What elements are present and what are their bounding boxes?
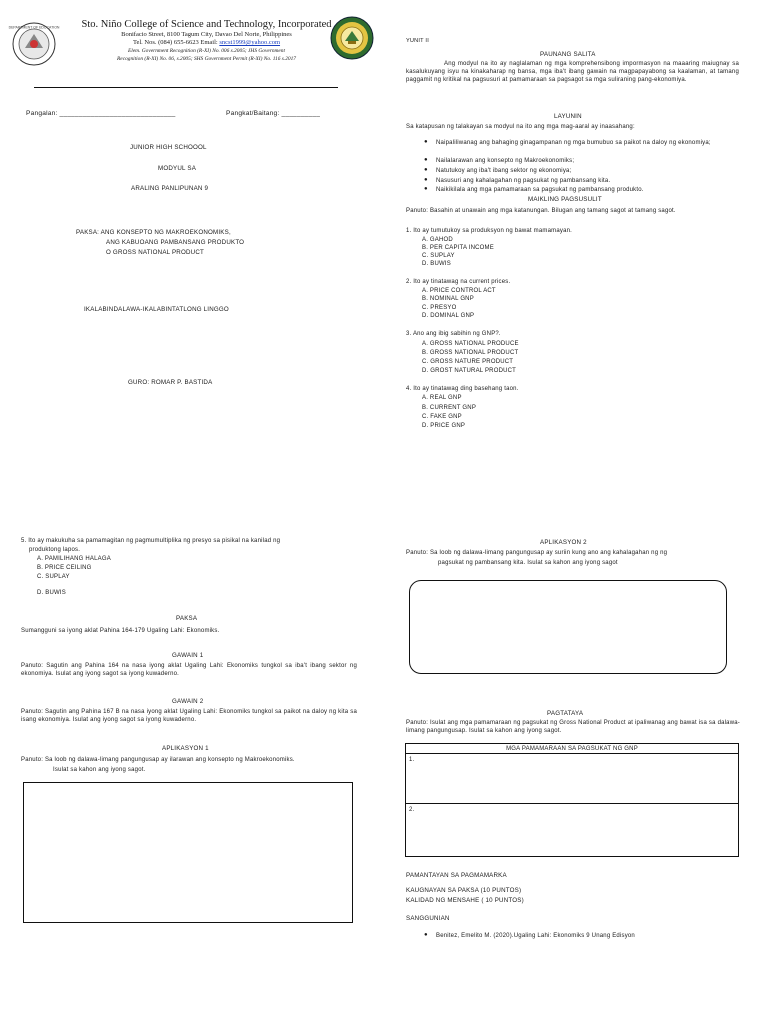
layunin-item: Nasusuri ang kahalagahan ng pagsukat ng pambansang kita. [436,178,611,184]
q3-option-a[interactable]: A. GROSS NATIONAL PRODUCE [422,341,519,347]
layunin-item: Naipaliliwanag ang bahaging ginagampanan ng mga bumubuo sa paikot na daloy ng ekonomiya; [436,140,711,146]
pagtataya-text: Panuto: Isulat ang mga pamamaraan ng pagsukat ng Gross National Product at ipaliwanag ang bawat isa sa dalawa-limang pangungusap. Isulat sa kahon ang iyong sagot. [406,720,740,734]
table-row-1-label: 1. [409,757,415,763]
contact-prefix: Tel. Nos. (084) 655-6623 Email: [132,39,220,46]
q3-option-b[interactable]: B. GROSS NATIONAL PRODUCT [422,350,519,356]
level-title: JUNIOR HIGH SCHOOOL [130,144,207,151]
layunin-heading: LAYUNIN [554,113,582,120]
paksa-heading: PAKSA [176,615,198,622]
sanggunian-item: Benitez, Emelito M. (2020).Ugaling Lahi: Ekonomiks 9 Unang Edisyon [436,933,635,939]
svg-text:DEPARTMENT OF EDUCATION: DEPARTMENT OF EDUCATION [8,25,60,30]
q3-option-c[interactable]: C. GROSS NATURE PRODUCT [422,359,514,365]
table-row-1-answer[interactable] [406,754,738,802]
question-1: 1. Ito ay tumutukoy sa produksyon ng bawat mamamayan. [406,228,573,234]
bullet-icon: ● [424,167,428,173]
table-row-2-label: 2. [409,807,415,813]
q4-option-d[interactable]: D. PRICE GNP [422,423,466,429]
q3-option-d[interactable]: D. GROST NATURAL PRODUCT [422,368,517,374]
email-link[interactable]: sncst1999@yahoo.com [219,39,281,46]
weeks-title: IKALABINDALAWA-IKALABINTATLONG LINGGO [84,306,229,313]
school-contact [40,39,373,47]
school-address: Bonifacio Street, 8100 Tagum City, Davao Del Norte, Philippines [121,31,292,38]
question-4: 4. Ito ay tinatawag ding basehang taon. [406,386,519,392]
aplikasyon1-text-2: Isulat sa kahon ang iyong sagot. [53,767,146,773]
aplikasyon1-text-1: Panuto: Sa loob ng dalawa-limang pangungusap ay ilarawan ang konsepto ng Makroekonomiks. [21,757,295,763]
pamantayan-item-2: KALIDAD NG MENSAHE ( 10 PUNTOS) [406,897,524,904]
maikling-panuto: Panuto: Basahin at unawain ang mga katanungan. Bilugan ang tamang sagot at tamang sagot. [406,208,676,214]
recognition-line-1: Elem. Government Recognition (R-XI) No. 006 s.2005; JHS Government [127,48,286,54]
table-header: MGA PAMAMARAAN SA PAGSUKAT NG GNP [506,746,638,752]
aplikasyon2-text-1: Panuto: Sa loob ng dalawa-limang pangungusap ay suriin kung ano ang kahalagahan ng ng [406,550,668,556]
q2-option-b[interactable]: B. NOMINAL GNP [422,296,474,302]
paksa-line-3: O GROSS NATIONAL PRODUCT [106,249,204,256]
q2-option-d[interactable]: D. DOMINAL GNP [422,313,475,319]
maikling-heading: MAIKLING PAGSUSULIT [528,196,602,203]
pagtataya-heading: PAGTATAYA [547,710,584,717]
q1-option-b[interactable]: B. PER CAPITA INCOME [422,245,494,251]
layunin-item: Natutukoy ang iba't ibang sektor ng ekonomiya; [436,168,572,174]
q5-text-1: 5. Ito ay makukuha sa pamamagitan ng pagmumultiplika ng presyo sa pisikal na kanilad ng [21,538,281,544]
table-row-2-answer[interactable] [406,804,738,856]
aplikasyon2-heading: APLIKASYON 2 [540,539,587,546]
aplikasyon2-answer-box[interactable] [409,580,727,674]
question-2: 2. Ito ay tinatawag na current prices. [406,279,511,285]
pangkat-field[interactable]: Pangkat/Baitang: __________ [226,110,321,117]
pamantayan-item-1: KAUGNAYAN SA PAKSA (10 PUNTOS) [406,887,522,894]
q5-text-2: produktong lapos. [29,547,81,553]
paunang-heading: PAUNANG SALITA [540,51,596,58]
q2-option-c[interactable]: C. PRESYO [422,305,457,311]
paunang-text: Ang modyul na ito ay naglalaman ng mga komprehensibong impormasyon na maaaring maiugnay sa kasalukuyang isyu na kinakaharap ng bansa, mga iba't ibang gawain na magpapayabong sa kaalaman, at tamang paggamit ng kritikal na pagsusuri at pamamaraan sa pagsagot sa mga suliraning pang-ekonomiya. [406,61,739,83]
subject-title: ARALING PANLIPUNAN 9 [131,185,209,192]
bullet-icon: ● [424,139,428,145]
q4-option-c[interactable]: C. FAKE GNP [422,414,462,420]
paksa-line-1: PAKSA: ANG KONSEPTO NG MAKROEKONOMIKS, [76,229,231,236]
layunin-intro: Sa katapusan ng talakayan sa modyul na ito ang mga mag-aaral ay inaasahang: [406,124,635,130]
bullet-icon: ● [424,177,428,183]
guro-name: GURO: ROMAR P. BASTIDA [128,379,213,386]
aplikasyon2-text-2: pagsukat ng pambansang kita. Isulat sa kahon ang iyong sagot [438,560,618,566]
sanggunian-heading: SANGGUNIAN [406,915,450,922]
aplikasyon1-answer-box[interactable] [23,782,353,923]
gawain1-text: Panuto: Sagutin ang Pahina 164 na nasa iyong aklat Ugaling Lahi: Ekonomiks tungkol sa iba't ibang sektor ng ekonomiya. Isulat ang iyong sagot sa iyong kuwaderno. [21,663,357,677]
paksa-line-2: ANG KABUOANG PAMBANSANG PRODUKTO [106,239,245,246]
layunin-item: Naikikilala ang mga pamamaraan sa pagsukat ng pambansang produkto. [436,187,644,193]
question-3: 3. Ano ang ibig sabihin ng GNP?. [406,331,501,337]
q4-option-b[interactable]: B. CURRENT GNP [422,405,477,411]
pangalan-field[interactable]: Pangalan: ______________________________ [26,110,176,117]
gawain2-text: Panuto: Sagutin ang Pahina 167 B na nasa iyong aklat Ugaling Lahi: Ekonomiks tungkol sa paikot na daloy ng kita sa isang ekonomiya. Isulat ang iyong sagot sa iyong kuwaderno. [21,709,357,723]
yunit-label: YUNIT II [406,38,429,44]
aplikasyon1-heading: APLIKASYON 1 [162,745,209,752]
q5-option-b[interactable]: B. PRICE CEILING [37,565,92,571]
bullet-icon: ● [424,157,428,163]
q1-option-d[interactable]: D. BUWIS [422,261,451,267]
q1-option-a[interactable]: A. GAHOD [422,237,453,243]
q1-option-c[interactable]: C. SUPLAY [422,253,455,259]
layunin-item: Nailalarawan ang konsepto ng Makroekonomiks; [436,158,575,164]
school-name: Sto. Niño College of Science and Technology, Incorporated [81,19,332,30]
gawain2-heading: GAWAIN 2 [172,698,204,705]
modyul-title: MODYUL SA [158,165,197,172]
header-divider [34,87,338,88]
q2-option-a[interactable]: A. PRICE CONTROL ACT [422,288,496,294]
q5-option-c[interactable]: C. SUPLAY [37,574,70,580]
bullet-icon: ● [424,932,428,938]
q4-option-a[interactable]: A. REAL GNP [422,395,462,401]
bullet-icon: ● [424,186,428,192]
recognition-line-2: Recognition (R-XI) No. 06, s.2005; SHS Government Permit (R-XI) No. 116 s.2017 [117,56,296,62]
q5-option-a[interactable]: A. PAMILIHANG HALAGA [37,556,111,562]
pamantayan-heading: PAMANTAYAN SA PAGMAMARKA [406,872,507,879]
paksa-reference: Sumangguni sa iyong aklat Pahina 164-179 Ugaling Lahi: Ekonomiks. [21,628,220,634]
gawain1-heading: GAWAIN 1 [172,652,204,659]
q5-option-d[interactable]: D. BUWIS [37,590,66,596]
